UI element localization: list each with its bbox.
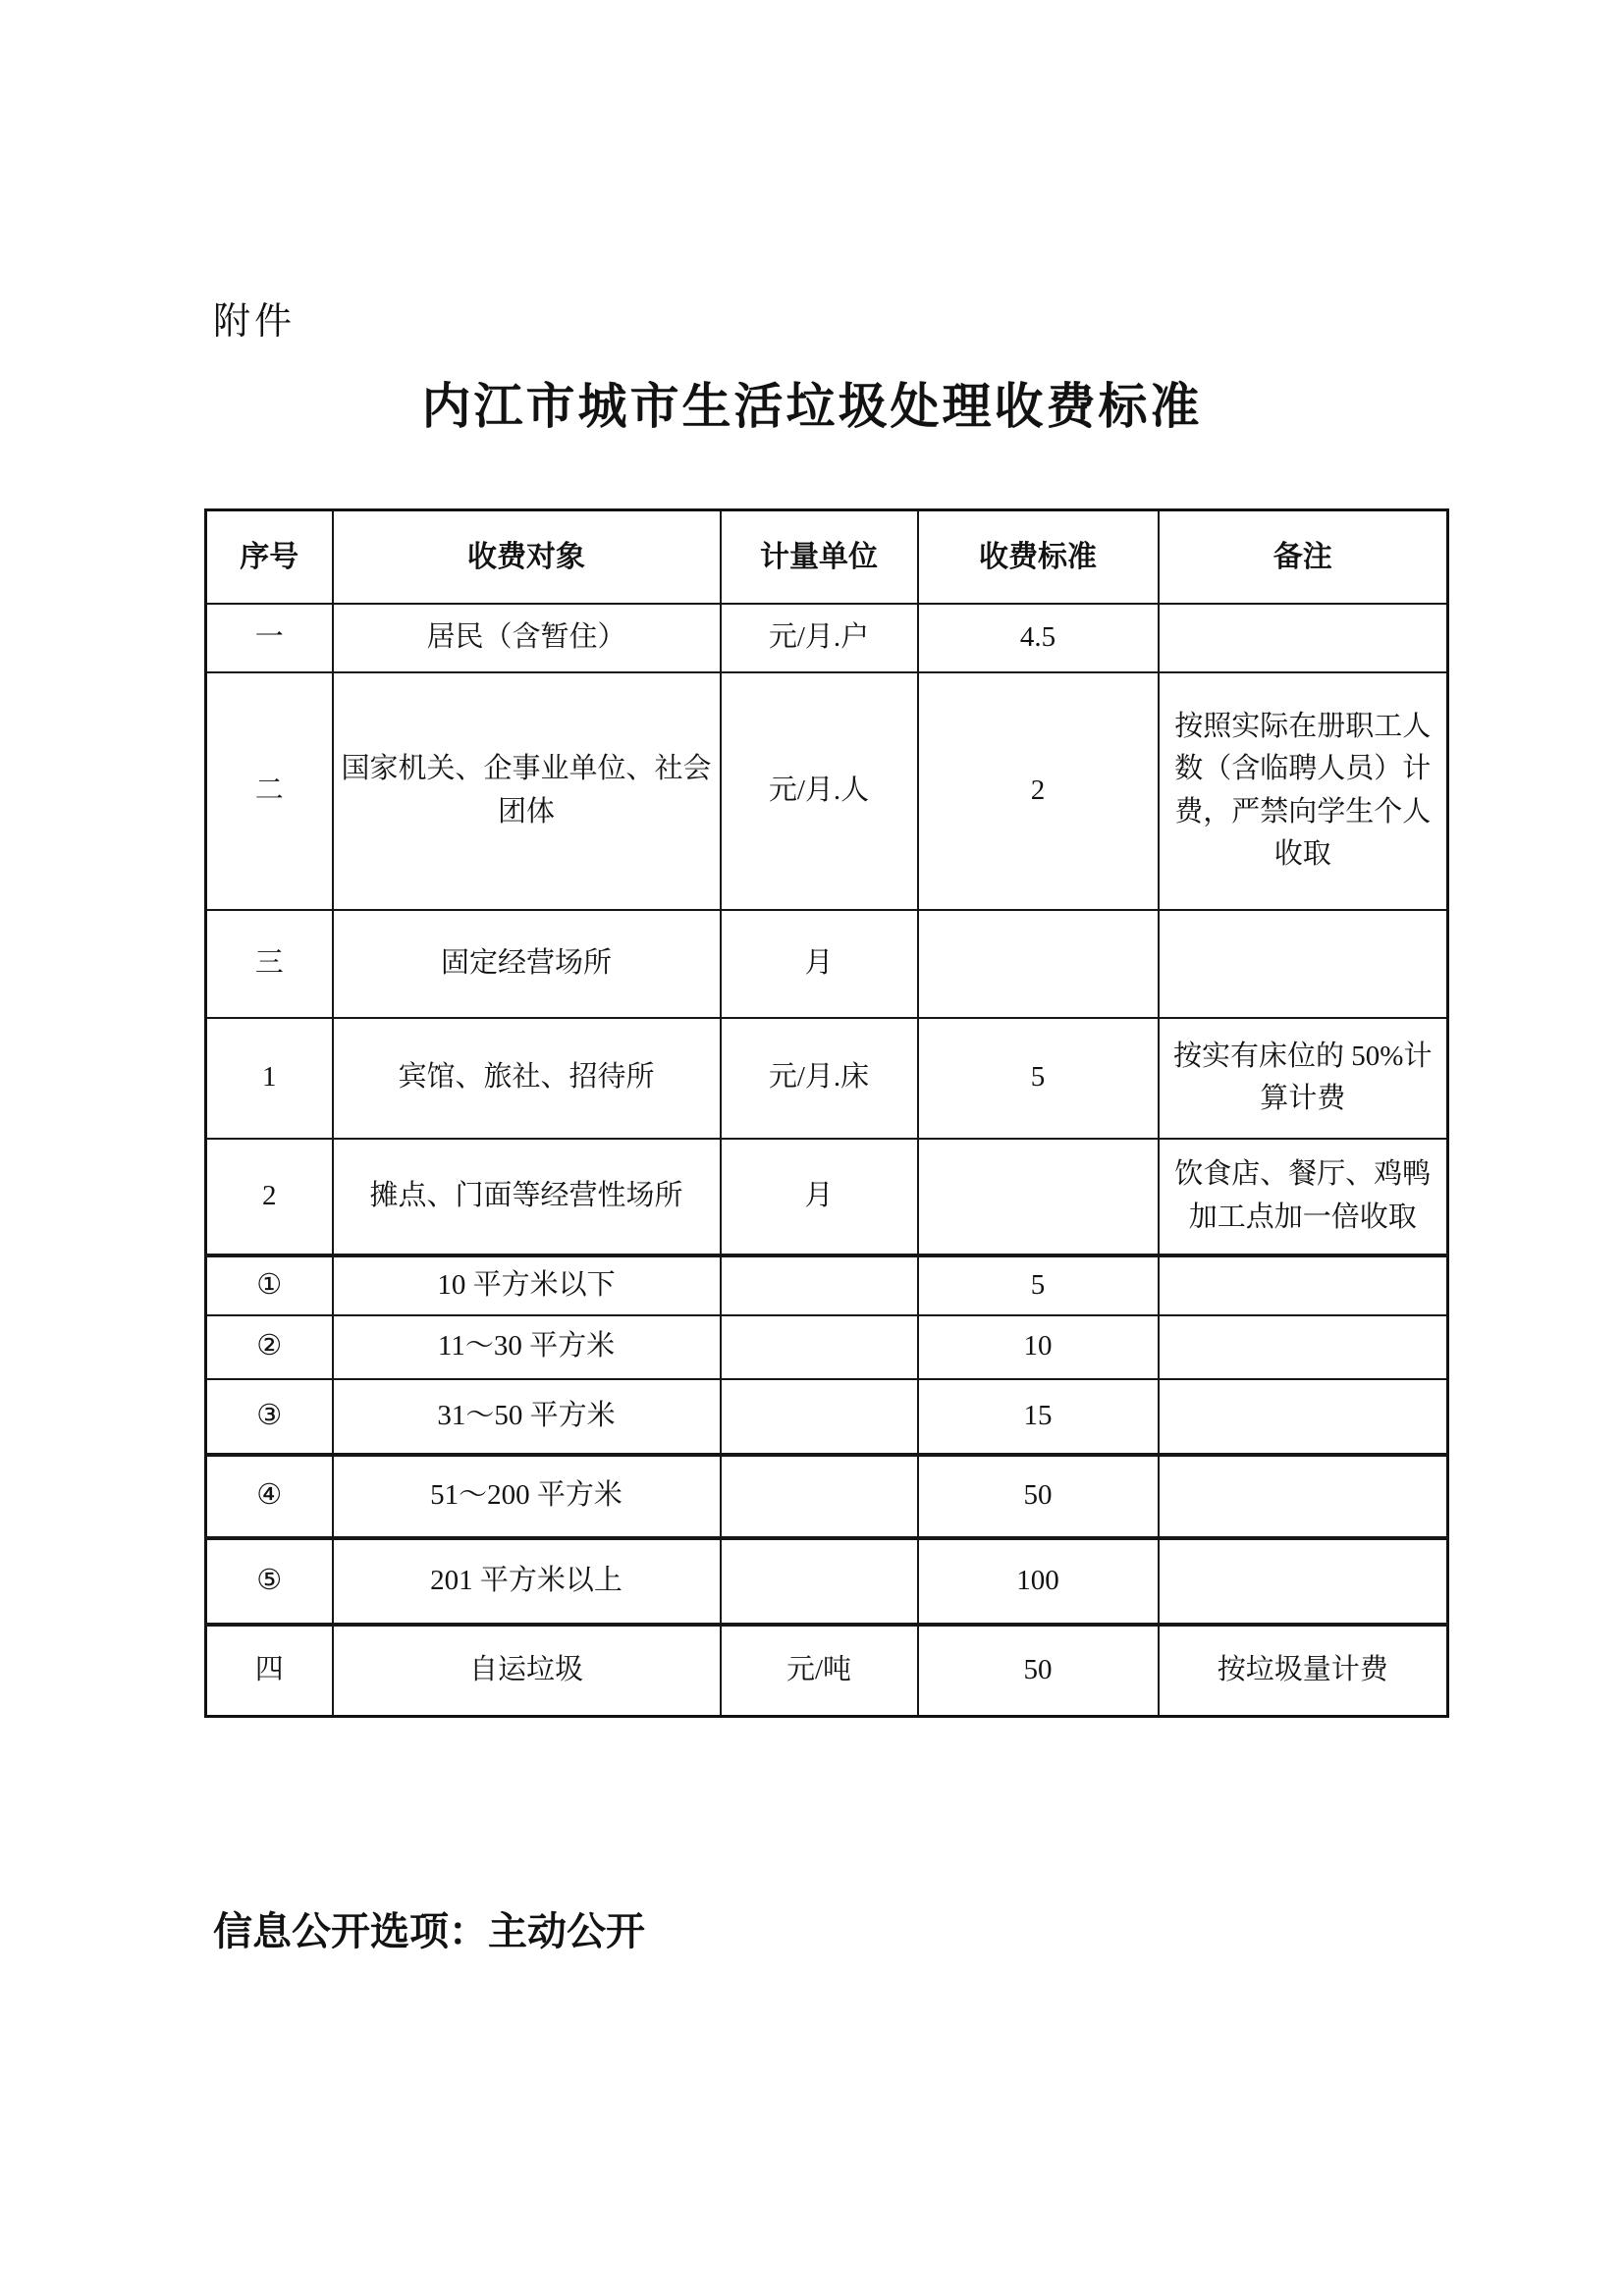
cell-remark	[1159, 1315, 1448, 1379]
cell-fee: 10	[918, 1315, 1159, 1379]
table-row	[206, 1538, 1448, 1625]
cell-remark	[1159, 604, 1448, 672]
cell-target: 11～30 平方米	[333, 1315, 721, 1379]
cell-remark	[1159, 1538, 1448, 1625]
cell-remark	[1159, 910, 1448, 1018]
header-cell-target: 收费对象	[333, 510, 721, 604]
table-row	[206, 1018, 1448, 1139]
cell-no: 一	[206, 604, 333, 672]
cell-fee: 100	[918, 1538, 1159, 1625]
table-row	[206, 604, 1448, 672]
fee-table-container	[204, 508, 1449, 1718]
table-row	[206, 1315, 1448, 1379]
cell-target: 10 平方米以下	[333, 1255, 721, 1315]
cell-no: 三	[206, 910, 333, 1018]
table-row	[206, 1625, 1448, 1717]
cell-fee	[918, 910, 1159, 1018]
disclosure-value: 主动公开	[488, 1909, 645, 1953]
cell-target: 居民（含暂住）	[333, 604, 721, 672]
cell-unit: 月	[721, 910, 918, 1018]
cell-fee: 50	[918, 1625, 1159, 1717]
cell-unit	[721, 1455, 918, 1538]
cell-fee: 5	[918, 1255, 1159, 1315]
cell-unit	[721, 1255, 918, 1315]
cell-remark	[1159, 1379, 1448, 1455]
cell-remark	[1159, 1455, 1448, 1538]
cell-no: 四	[206, 1625, 333, 1717]
cell-target: 摊点、门面等经营性场所	[333, 1139, 721, 1255]
cell-remark: 按垃圾量计费	[1159, 1625, 1448, 1717]
cell-no: ①	[206, 1255, 333, 1315]
cell-fee: 4.5	[918, 604, 1159, 672]
cell-target: 固定经营场所	[333, 910, 721, 1018]
cell-target: 201 平方米以上	[333, 1538, 721, 1625]
cell-remark: 饮食店、餐厅、鸡鸭加工点加一倍收取	[1159, 1139, 1448, 1255]
disclosure-line	[213, 1900, 645, 1956]
cell-no: 1	[206, 1018, 333, 1139]
cell-target: 宾馆、旅社、招待所	[333, 1018, 721, 1139]
cell-target: 国家机关、企事业单位、社会团体	[333, 672, 721, 910]
cell-unit: 元/吨	[721, 1625, 918, 1717]
cell-no: ②	[206, 1315, 333, 1379]
table-row	[206, 910, 1448, 1018]
header-cell-remark: 备注	[1159, 510, 1448, 604]
cell-no: 2	[206, 1139, 333, 1255]
disclosure-label: 信息公开选项：	[213, 1910, 488, 1953]
header-cell-fee: 收费标准	[918, 510, 1159, 604]
table-row	[206, 1379, 1448, 1455]
cell-unit: 元/月.床	[721, 1018, 918, 1139]
cell-fee: 2	[918, 672, 1159, 910]
cell-no: ④	[206, 1455, 333, 1538]
cell-no: ⑤	[206, 1538, 333, 1625]
cell-unit: 元/月.户	[721, 604, 918, 672]
header-cell-unit: 计量单位	[721, 510, 918, 604]
cell-unit	[721, 1315, 918, 1379]
cell-target: 31～50 平方米	[333, 1379, 721, 1455]
cell-no: 二	[206, 672, 333, 910]
table-row	[206, 1139, 1448, 1255]
header-cell-no: 序号	[206, 510, 333, 604]
table-row	[206, 672, 1448, 910]
cell-remark: 按实有床位的 50%计算计费	[1159, 1018, 1448, 1139]
cell-fee: 15	[918, 1379, 1159, 1455]
cell-target: 51～200 平方米	[333, 1455, 721, 1538]
fee-table	[204, 508, 1449, 1718]
cell-fee: 5	[918, 1018, 1159, 1139]
cell-no: ③	[206, 1379, 333, 1455]
cell-fee: 50	[918, 1455, 1159, 1538]
table-header-row	[206, 510, 1448, 604]
table-row	[206, 1255, 1448, 1315]
document-title: 内江市城市生活垃圾处理收费标准	[421, 379, 1203, 434]
cell-unit: 元/月.人	[721, 672, 918, 910]
cell-fee	[918, 1139, 1159, 1255]
attachment-label: 附件	[213, 301, 297, 343]
cell-unit	[721, 1538, 918, 1625]
cell-unit	[721, 1379, 918, 1455]
cell-target: 自运垃圾	[333, 1625, 721, 1717]
cell-remark	[1159, 1255, 1448, 1315]
table-row	[206, 1455, 1448, 1538]
cell-remark: 按照实际在册职工人数（含临聘人员）计费，严禁向学生个人收取	[1159, 672, 1448, 910]
cell-unit: 月	[721, 1139, 918, 1255]
